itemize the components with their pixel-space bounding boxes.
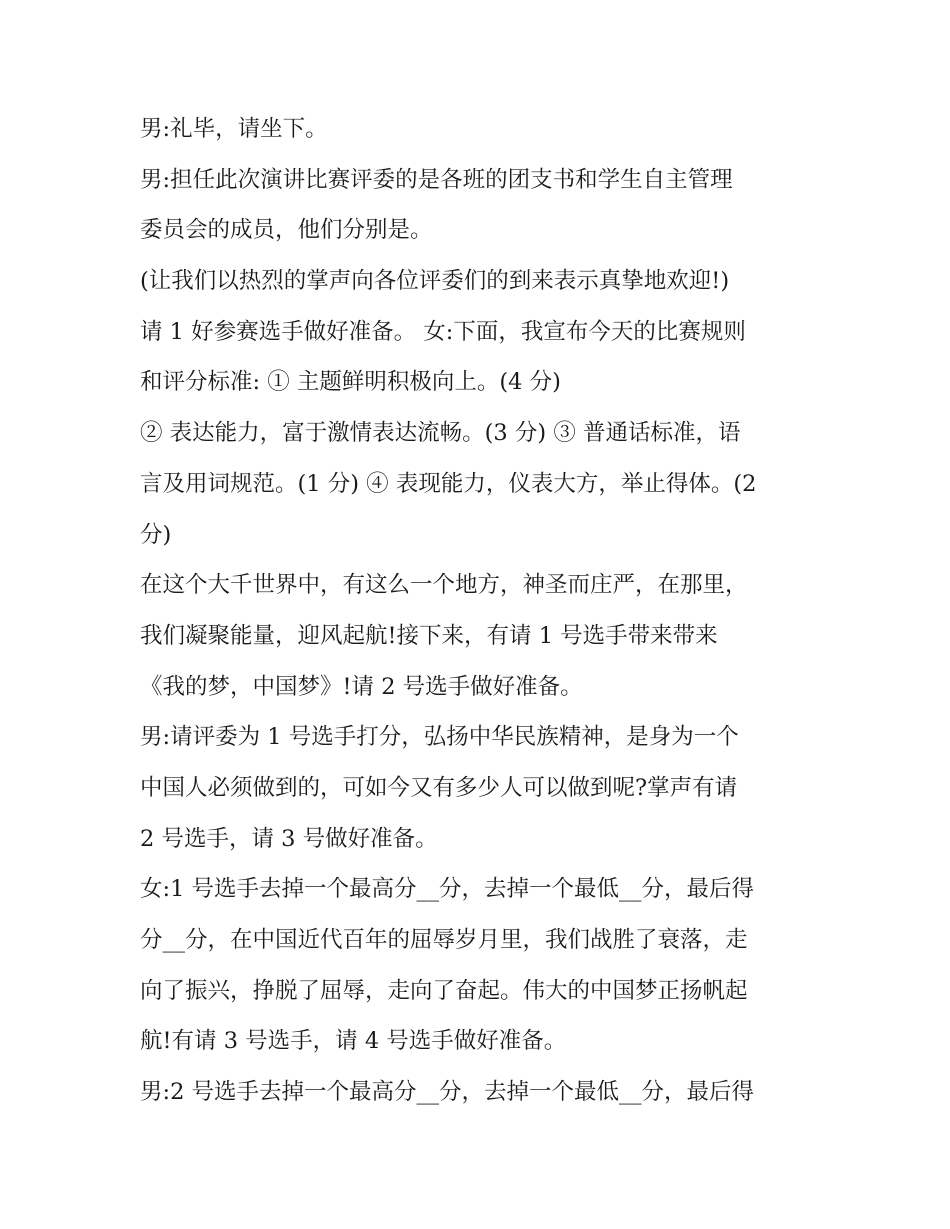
text-line: 男:2 号选手去掉一个最高分__分，去掉一个最低__分，最后得: [140, 1079, 755, 1106]
text-line: ② 表达能力，富于激情表达流畅。(3 分) ③ 普通话标准，语: [140, 420, 741, 447]
text-line: 和评分标准: ① 主题鲜明积极向上。(4 分): [140, 369, 561, 396]
text-line: 《我的梦，中国梦》!请 2 号选手做好准备。: [140, 673, 583, 700]
text-line: 向了振兴，挣脱了屈辱，走向了奋起。伟大的中国梦正扬帆起: [140, 977, 748, 1004]
text-line: 言及用词规范。(1 分) ④ 表现能力，仪表大方，举止得体。(2: [140, 470, 757, 497]
text-line: 委员会的成员，他们分别是。: [140, 217, 433, 244]
text-line: 在这个大千世界中，有这么一个地方，神圣而庄严，在那里，: [140, 572, 748, 599]
text-line: 我们凝聚能量，迎风起航!接下来，有请 1 号选手带来带来: [140, 622, 718, 649]
text-line: 分): [140, 521, 172, 548]
text-line: 请 1 好参赛选手做好准备。 女:下面，我宣布今天的比赛规则: [140, 318, 746, 345]
text-line: (让我们以热烈的掌声向各位评委们的到来表示真挚地欢迎!): [140, 268, 730, 295]
text-line: 2 号选手，请 3 号做好准备。: [140, 825, 438, 852]
text-line: 中国人必须做到的，可如今又有多少人可以做到呢?掌声有请: [140, 774, 738, 801]
document-body: [140, 104, 820, 1118]
text-line: 女:1 号选手去掉一个最高分__分，去掉一个最低__分，最后得: [140, 876, 755, 903]
text-line: 男:礼毕，请坐下。: [140, 116, 328, 142]
text-line: 男:请评委为 1 号选手打分，弘扬中华民族精神，是身为一个: [140, 724, 739, 751]
text-line: 分__分，在中国近代百年的屈辱岁月里，我们战胜了衰落，走: [140, 927, 748, 953]
text-line: 航!有请 3 号选手，请 4 号选手做好准备。: [140, 1028, 567, 1055]
text-line: 男:担任此次演讲比赛评委的是各班的团支书和学生自主管理: [140, 166, 733, 193]
